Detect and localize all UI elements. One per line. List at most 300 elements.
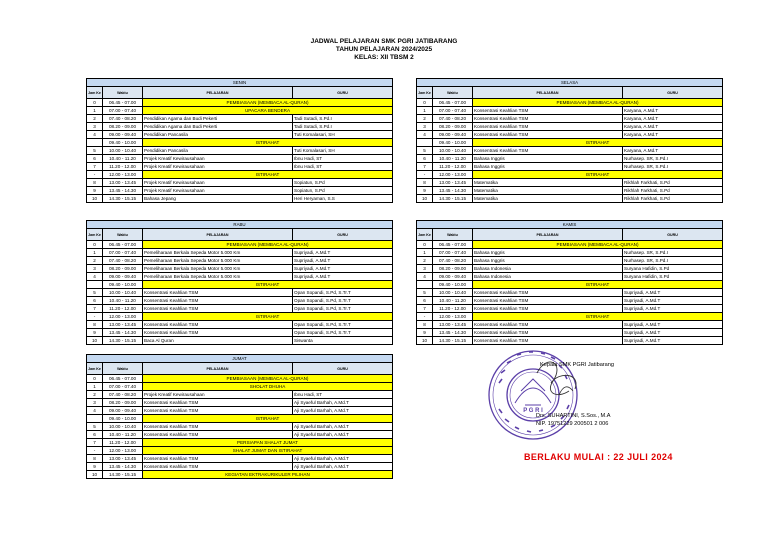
period-time: 13.45 - 14.30 <box>433 187 473 195</box>
teacher-cell: Nurhasep. SR, S.Pd.I <box>623 257 723 265</box>
period-time: 10.00 - 10.40 <box>103 147 143 155</box>
period-number: 3 <box>417 265 433 273</box>
teacher-cell: Ibnu Hadi, ST <box>293 391 393 399</box>
table-row <box>87 171 393 179</box>
break-activity: ISTIRAHAT <box>143 281 393 289</box>
table-row <box>417 115 723 123</box>
teacher-cell: Supriyadi, A.Md.T <box>623 289 723 297</box>
period-number: 4 <box>417 131 433 139</box>
table-row <box>87 187 393 195</box>
table-row <box>87 447 393 455</box>
table-row <box>417 257 723 265</box>
table-row <box>87 139 393 147</box>
table-row <box>417 313 723 321</box>
signature-name: Drs. SUHARTINI, S.Sos., M.A <box>536 413 611 419</box>
period-time: 10.00 - 10.40 <box>103 289 143 297</box>
break-activity: PEMBIASAAN (MEMBACA AL-QURAN) <box>143 241 393 249</box>
period-number: 8 <box>417 179 433 187</box>
table-row <box>87 289 393 297</box>
period-number: 4 <box>87 407 103 415</box>
doc-class: KELAS: XII TBSM 2 <box>354 54 414 61</box>
table-row <box>87 391 393 399</box>
table-row <box>87 249 393 257</box>
break-activity: PEMBIASAAN (MEMBACA AL-QURAN) <box>143 375 393 383</box>
period-number: 3 <box>417 123 433 131</box>
subject-cell: Projek Kreatif Kewirausahaan <box>143 187 293 195</box>
subject-cell: Projek Kreatif Kewirausahaan <box>143 391 293 399</box>
school-stamp <box>485 343 585 443</box>
period-number: 6 <box>87 297 103 305</box>
subject-cell: Baca Al Quran <box>143 337 293 345</box>
table-row <box>417 241 723 249</box>
table-row <box>417 329 723 337</box>
table-row <box>87 179 393 187</box>
table-row <box>87 131 393 139</box>
subject-cell: Pemeliharaan Berkala Sepeda Motor 5.000 Km <box>143 273 293 281</box>
table-row <box>87 115 393 123</box>
teacher-cell: Tuti Komalasari, SH <box>293 131 393 139</box>
teacher-cell: Nurhasep. SR, S.Pd.I <box>623 163 723 171</box>
period-number: 5 <box>417 147 433 155</box>
period-number <box>417 281 433 289</box>
table-row <box>417 155 723 163</box>
table-row <box>417 265 723 273</box>
table-row <box>87 107 393 115</box>
period-time: 10.40 - 11.20 <box>103 297 143 305</box>
period-time: 10.00 - 10.40 <box>433 289 473 297</box>
period-number: 2 <box>87 115 103 123</box>
subject-cell: Konsentrasi Keahlian TSM <box>143 455 293 463</box>
teacher-cell: Rikhlah Farkhati, S.Pd <box>623 195 723 203</box>
teacher-cell: Karyana, A.Md.T <box>623 131 723 139</box>
subject-cell: Konsentrasi Keahlian TSM <box>143 297 293 305</box>
table-row <box>87 321 393 329</box>
period-number: 6 <box>417 297 433 305</box>
teacher-cell: Sopiatun, S.Pd <box>293 179 393 187</box>
col-header-no: Jam Ke <box>417 87 433 99</box>
period-number: - <box>417 313 433 321</box>
teacher-cell: Rikhlah Farkhati, S.Pd <box>623 187 723 195</box>
teacher-cell: Karyana, A.Md.T <box>623 107 723 115</box>
period-time: 07.00 - 07.40 <box>433 107 473 115</box>
table-row <box>87 313 393 321</box>
teacher-cell: Nurhasep. SR, S.Pd.I <box>623 249 723 257</box>
col-header-no: Jam Ke <box>417 229 433 241</box>
period-time: 14.30 - 15.15 <box>433 195 473 203</box>
period-time: 08.20 - 09.00 <box>433 265 473 273</box>
period-time: 13.45 - 14.30 <box>433 329 473 337</box>
day-title: KAMIS <box>417 221 723 229</box>
teacher-cell: Karyana, A.Md.T <box>623 123 723 131</box>
subject-cell: Matematika <box>473 179 623 187</box>
teacher-cell: Rikhlah Farkhati, S.Pd <box>623 179 723 187</box>
period-number: 8 <box>87 179 103 187</box>
period-number: 9 <box>87 463 103 471</box>
day-title: SENIN <box>87 79 393 87</box>
subject-cell: Konsentrasi Keahlian TSM <box>143 423 293 431</box>
teacher-cell: Tadi Sutadi, S.Pd.I <box>293 115 393 123</box>
period-number <box>417 139 433 147</box>
subject-cell: Projek Kreatif Kewirausahaan <box>143 155 293 163</box>
subject-cell: Pendidikan Agama dan Budi Pekerti <box>143 115 293 123</box>
teacher-cell: Aji Syaeful Barhah, A.Md.T <box>293 463 393 471</box>
subject-cell: Konsentrasi Keahlian TSM <box>143 329 293 337</box>
table-row <box>87 407 393 415</box>
table-row <box>87 415 393 423</box>
col-header-teacher: GURU <box>293 229 393 241</box>
table-row <box>87 329 393 337</box>
period-time: 12.00 - 13.00 <box>433 313 473 321</box>
subject-cell: Bahasa Indonesia <box>473 265 623 273</box>
subject-cell: Bahasa Inggris <box>473 249 623 257</box>
period-time: 14.30 - 15.15 <box>103 195 143 203</box>
table-row <box>417 195 723 203</box>
period-number: 5 <box>87 423 103 431</box>
subject-cell: Konsentrasi Keahlian TSM <box>473 297 623 305</box>
teacher-cell: Siswanta <box>293 337 393 345</box>
signature-nip: NIP. 19751229 200501 2 006 <box>536 421 609 427</box>
teacher-cell: Aji Syaeful Barhah, A.Md.T <box>293 431 393 439</box>
table-row <box>417 107 723 115</box>
schedule-rabu <box>86 220 393 345</box>
table-row <box>87 195 393 203</box>
table-row <box>417 249 723 257</box>
period-time: 10.40 - 11.20 <box>103 431 143 439</box>
table-row <box>87 273 393 281</box>
teacher-cell: Supriyadi, A.Md.T <box>293 257 393 265</box>
period-time: 09.00 - 09.40 <box>433 131 473 139</box>
period-number <box>87 139 103 147</box>
col-header-time: Waktu <box>103 229 143 241</box>
break-activity: ISTIRAHAT <box>143 313 393 321</box>
period-time: 07.00 - 07.40 <box>103 107 143 115</box>
break-activity: PEMBIASAAN (MEMBACA AL-QURAN) <box>473 241 723 249</box>
subject-cell: Bahasa Jepang <box>143 195 293 203</box>
period-time: 09.00 - 09.40 <box>103 273 143 281</box>
subject-cell: Konsentrasi Keahlian TSM <box>473 289 623 297</box>
period-time: 11.20 - 12.00 <box>103 163 143 171</box>
period-time: 09.40 - 10.00 <box>103 281 143 289</box>
table-row <box>87 241 393 249</box>
period-number: 1 <box>87 249 103 257</box>
subject-cell: Projek Kreatif Kewirausahaan <box>143 163 293 171</box>
col-header-teacher: GURU <box>293 87 393 99</box>
period-time: 06.45 - 07.00 <box>103 99 143 107</box>
period-time: 11.20 - 12.00 <box>103 439 143 447</box>
col-header-no: Jam Ke <box>87 87 103 99</box>
table-row <box>417 171 723 179</box>
period-time: 11.20 - 12.00 <box>433 163 473 171</box>
table-row <box>87 305 393 313</box>
col-header-subject: PELAJARAN <box>143 87 293 99</box>
period-time: 12.00 - 13.00 <box>433 171 473 179</box>
subject-cell: Konsentrasi Keahlian TSM <box>143 321 293 329</box>
break-activity: PERSIAPAN SHALAT JUMAT <box>143 439 393 447</box>
table-row <box>417 179 723 187</box>
table-row <box>417 305 723 313</box>
subject-cell: Bahasa Inggris <box>473 163 623 171</box>
teacher-cell: Supriyadi, A.Md.T <box>623 329 723 337</box>
period-time: 12.00 - 13.00 <box>103 171 143 179</box>
period-number: 8 <box>87 321 103 329</box>
table-row <box>87 455 393 463</box>
break-activity: PEMBIASAAN (MEMBACA AL-QURAN) <box>473 99 723 107</box>
period-number: 7 <box>87 305 103 313</box>
period-time: 13.00 - 13.45 <box>103 321 143 329</box>
teacher-cell: Aji Syaeful Barhah, A.Md.T <box>293 455 393 463</box>
period-time: 13.45 - 14.30 <box>103 329 143 337</box>
period-time: 13.00 - 13.45 <box>433 179 473 187</box>
period-time: 11.20 - 12.00 <box>103 305 143 313</box>
period-time: 08.20 - 09.00 <box>433 123 473 131</box>
period-time: 09.40 - 10.00 <box>103 415 143 423</box>
break-activity: ISTIRAHAT <box>473 313 723 321</box>
period-time: 12.00 - 13.00 <box>103 313 143 321</box>
period-time: 10.00 - 10.40 <box>103 423 143 431</box>
teacher-cell: Opan Sopandi, S.Pd, S.Tr.T <box>293 289 393 297</box>
subject-cell: Projek Kreatif Kewirausahaan <box>143 179 293 187</box>
period-number: 9 <box>87 187 103 195</box>
subject-cell: Konsentrasi Keahlian TSM <box>143 431 293 439</box>
period-time: 10.40 - 11.20 <box>433 155 473 163</box>
subject-cell: Konsentrasi Keahlian TSM <box>473 131 623 139</box>
period-time: 09.00 - 09.40 <box>103 407 143 415</box>
period-time: 07.00 - 07.40 <box>433 249 473 257</box>
subject-cell: Konsentrasi Keahlian TSM <box>143 407 293 415</box>
break-activity: SHOLAT DHUHA <box>143 383 393 391</box>
effective-date-notice: BERLAKU MULAI : 22 JULI 2024 <box>524 452 673 462</box>
break-activity: UPACARA BENDERA <box>143 107 393 115</box>
table-row <box>87 99 393 107</box>
table-row <box>417 289 723 297</box>
col-header-teacher: GURU <box>623 87 723 99</box>
period-number: 5 <box>87 289 103 297</box>
subject-cell: Pemeliharaan Berkala Sepeda Motor 5.000 Km <box>143 265 293 273</box>
table-row <box>87 147 393 155</box>
col-header-subject: PELAJARAN <box>473 229 623 241</box>
subject-cell: Konsentrasi Keahlian TSM <box>143 399 293 407</box>
period-number: 10 <box>87 471 103 479</box>
period-time: 13.00 - 13.45 <box>103 455 143 463</box>
table-row <box>87 257 393 265</box>
teacher-cell: Heri Heryaman, S.S <box>293 195 393 203</box>
subject-cell: Pemeliharaan Berkala Sepeda Motor 5.000 Km <box>143 257 293 265</box>
teacher-cell: Aji Syaeful Barhah, A.Md.T <box>293 407 393 415</box>
teacher-cell: Supriyadi, A.Md.T <box>293 249 393 257</box>
schedule-jumat <box>86 354 393 479</box>
period-number <box>87 281 103 289</box>
period-number: 2 <box>87 391 103 399</box>
teacher-cell: Opan Sopandi, S.Pd, S.Tr.T <box>293 329 393 337</box>
period-number: - <box>417 171 433 179</box>
col-header-teacher: GURU <box>293 363 393 375</box>
period-number: 4 <box>87 131 103 139</box>
period-number: 7 <box>87 439 103 447</box>
day-title: RABU <box>87 221 393 229</box>
period-time: 07.40 - 08.20 <box>103 391 143 399</box>
subject-cell: Konsentrasi Keahlian TSM <box>473 147 623 155</box>
subject-cell: Bahasa Inggris <box>473 155 623 163</box>
table-row <box>87 265 393 273</box>
period-number: 2 <box>87 257 103 265</box>
period-time: 13.00 - 13.45 <box>433 321 473 329</box>
period-time: 06.45 - 07.00 <box>433 241 473 249</box>
period-time: 10.00 - 10.40 <box>433 147 473 155</box>
period-number: 0 <box>417 241 433 249</box>
subject-cell: Konsentrasi Keahlian TSM <box>473 115 623 123</box>
period-time: 14.30 - 15.15 <box>103 337 143 345</box>
period-number: 7 <box>417 305 433 313</box>
teacher-cell: Suryana Hafidin, S.Pd <box>623 273 723 281</box>
period-time: 08.20 - 09.00 <box>103 399 143 407</box>
period-number: 6 <box>87 431 103 439</box>
table-row <box>87 123 393 131</box>
col-header-subject: PELAJARAN <box>473 87 623 99</box>
period-number: 10 <box>417 195 433 203</box>
period-number: 1 <box>87 383 103 391</box>
period-time: 10.40 - 11.20 <box>433 297 473 305</box>
period-number: 0 <box>87 241 103 249</box>
period-time: 09.00 - 09.40 <box>433 273 473 281</box>
table-row <box>417 131 723 139</box>
table-row <box>417 163 723 171</box>
col-header-subject: PELAJARAN <box>143 229 293 241</box>
period-time: 12.00 - 13.00 <box>103 447 143 455</box>
period-number: 1 <box>417 249 433 257</box>
signature-role: Kepala SMK PGRI Jatibarang <box>540 362 614 368</box>
subject-cell: Bahasa Inggris <box>473 257 623 265</box>
table-row <box>417 99 723 107</box>
period-number: 10 <box>417 337 433 345</box>
period-number: 0 <box>87 375 103 383</box>
period-number: 3 <box>87 399 103 407</box>
break-activity: SHALAT JUMAT DAN ISTIRAHAT <box>143 447 393 455</box>
period-number: 8 <box>417 321 433 329</box>
period-time: 13.45 - 14.30 <box>103 463 143 471</box>
period-number: 3 <box>87 123 103 131</box>
period-time: 14.30 - 15.15 <box>433 337 473 345</box>
period-number: 1 <box>87 107 103 115</box>
day-title: JUMAT <box>87 355 393 363</box>
period-number: 5 <box>417 289 433 297</box>
subject-cell: Konsentrasi Keahlian TSM <box>143 305 293 313</box>
table-row <box>417 281 723 289</box>
teacher-cell: Supriyadi, A.Md.T <box>293 273 393 281</box>
period-number: 2 <box>417 115 433 123</box>
subject-cell: Matematika <box>473 187 623 195</box>
teacher-cell: Supriyadi, A.Md.T <box>293 265 393 273</box>
period-time: 14.30 - 15.15 <box>103 471 143 479</box>
subject-cell: Konsentrasi Keahlian TSM <box>143 463 293 471</box>
period-number: 7 <box>87 163 103 171</box>
period-number: 9 <box>417 329 433 337</box>
table-row <box>87 155 393 163</box>
subject-cell: Konsentrasi Keahlian TSM <box>473 321 623 329</box>
period-number: - <box>87 447 103 455</box>
table-row <box>87 439 393 447</box>
period-number: 10 <box>87 195 103 203</box>
subject-cell: Matematika <box>473 195 623 203</box>
teacher-cell: Aji Syaeful Barhah, A.Md.T <box>293 423 393 431</box>
period-number: 4 <box>417 273 433 281</box>
period-time: 07.40 - 08.20 <box>433 115 473 123</box>
table-row <box>87 399 393 407</box>
table-row <box>87 281 393 289</box>
period-time: 13.45 - 14.30 <box>103 187 143 195</box>
period-time: 07.00 - 07.40 <box>103 249 143 257</box>
period-number: 8 <box>87 455 103 463</box>
teacher-cell: Opan Sopandi, S.Pd, S.Tr.T <box>293 321 393 329</box>
period-time: 06.45 - 07.00 <box>103 241 143 249</box>
teacher-cell: Karyana, A.Md.T <box>623 115 723 123</box>
col-header-no: Jam Ke <box>87 363 103 375</box>
period-time: 09.40 - 10.00 <box>433 281 473 289</box>
doc-year: TAHUN PELAJARAN 2024/2025 <box>335 46 433 53</box>
subject-cell: Konsentrasi Keahlian TSM <box>473 123 623 131</box>
period-number <box>87 415 103 423</box>
period-number: 3 <box>87 265 103 273</box>
teacher-cell: Opan Sopandi, S.Pd, S.Tr.T <box>293 305 393 313</box>
teacher-cell: Suryana Hafidin, S.Pd <box>623 265 723 273</box>
period-time: 06.45 - 07.00 <box>433 99 473 107</box>
subject-cell: Pemeliharaan Berkala Sepeda Motor 5.000 Km <box>143 249 293 257</box>
table-row <box>87 463 393 471</box>
table-row <box>87 431 393 439</box>
teacher-cell: Tuti Komalasari, SH <box>293 147 393 155</box>
teacher-cell: Ibnu Hadi, ST <box>293 155 393 163</box>
period-number: 2 <box>417 257 433 265</box>
col-header-no: Jam Ke <box>87 229 103 241</box>
break-activity: ISTIRAHAT <box>143 415 393 423</box>
break-activity: ISTIRAHAT <box>473 281 723 289</box>
period-time: 09.00 - 09.40 <box>103 131 143 139</box>
period-time: 08.20 - 09.00 <box>103 265 143 273</box>
period-number: 9 <box>417 187 433 195</box>
period-time: 09.40 - 10.00 <box>103 139 143 147</box>
table-row <box>417 321 723 329</box>
break-activity: ISTIRAHAT <box>473 171 723 179</box>
table-row <box>417 123 723 131</box>
period-time: 07.40 - 08.20 <box>103 257 143 265</box>
subject-cell: Pendidikan Pancasila <box>143 147 293 155</box>
svg-text:P G R I: P G R I <box>523 408 543 414</box>
subject-cell: Pendidikan Agama dan Budi Pekerti <box>143 123 293 131</box>
period-number: 6 <box>417 155 433 163</box>
table-row <box>87 163 393 171</box>
period-time: 07.40 - 08.20 <box>433 257 473 265</box>
period-time: 08.20 - 09.00 <box>103 123 143 131</box>
period-time: 11.20 - 12.00 <box>433 305 473 313</box>
col-header-subject: PELAJARAN <box>143 363 293 375</box>
period-time: 13.00 - 13.45 <box>103 179 143 187</box>
schedule-selasa <box>416 78 723 203</box>
period-number: 1 <box>417 107 433 115</box>
subject-cell: Pendidikan Pancasila <box>143 131 293 139</box>
period-time: 09.40 - 10.00 <box>433 139 473 147</box>
table-row <box>417 187 723 195</box>
teacher-cell: Aji Syaeful Barhah, A.Md.T <box>293 399 393 407</box>
table-row <box>87 383 393 391</box>
col-header-time: Waktu <box>103 87 143 99</box>
period-number: 9 <box>87 329 103 337</box>
day-title: SELASA <box>417 79 723 87</box>
teacher-cell: Supriyadi, A.Md.T <box>623 321 723 329</box>
period-number: 0 <box>417 99 433 107</box>
table-row <box>417 139 723 147</box>
table-row <box>417 147 723 155</box>
period-number: 10 <box>87 337 103 345</box>
period-number: 4 <box>87 273 103 281</box>
